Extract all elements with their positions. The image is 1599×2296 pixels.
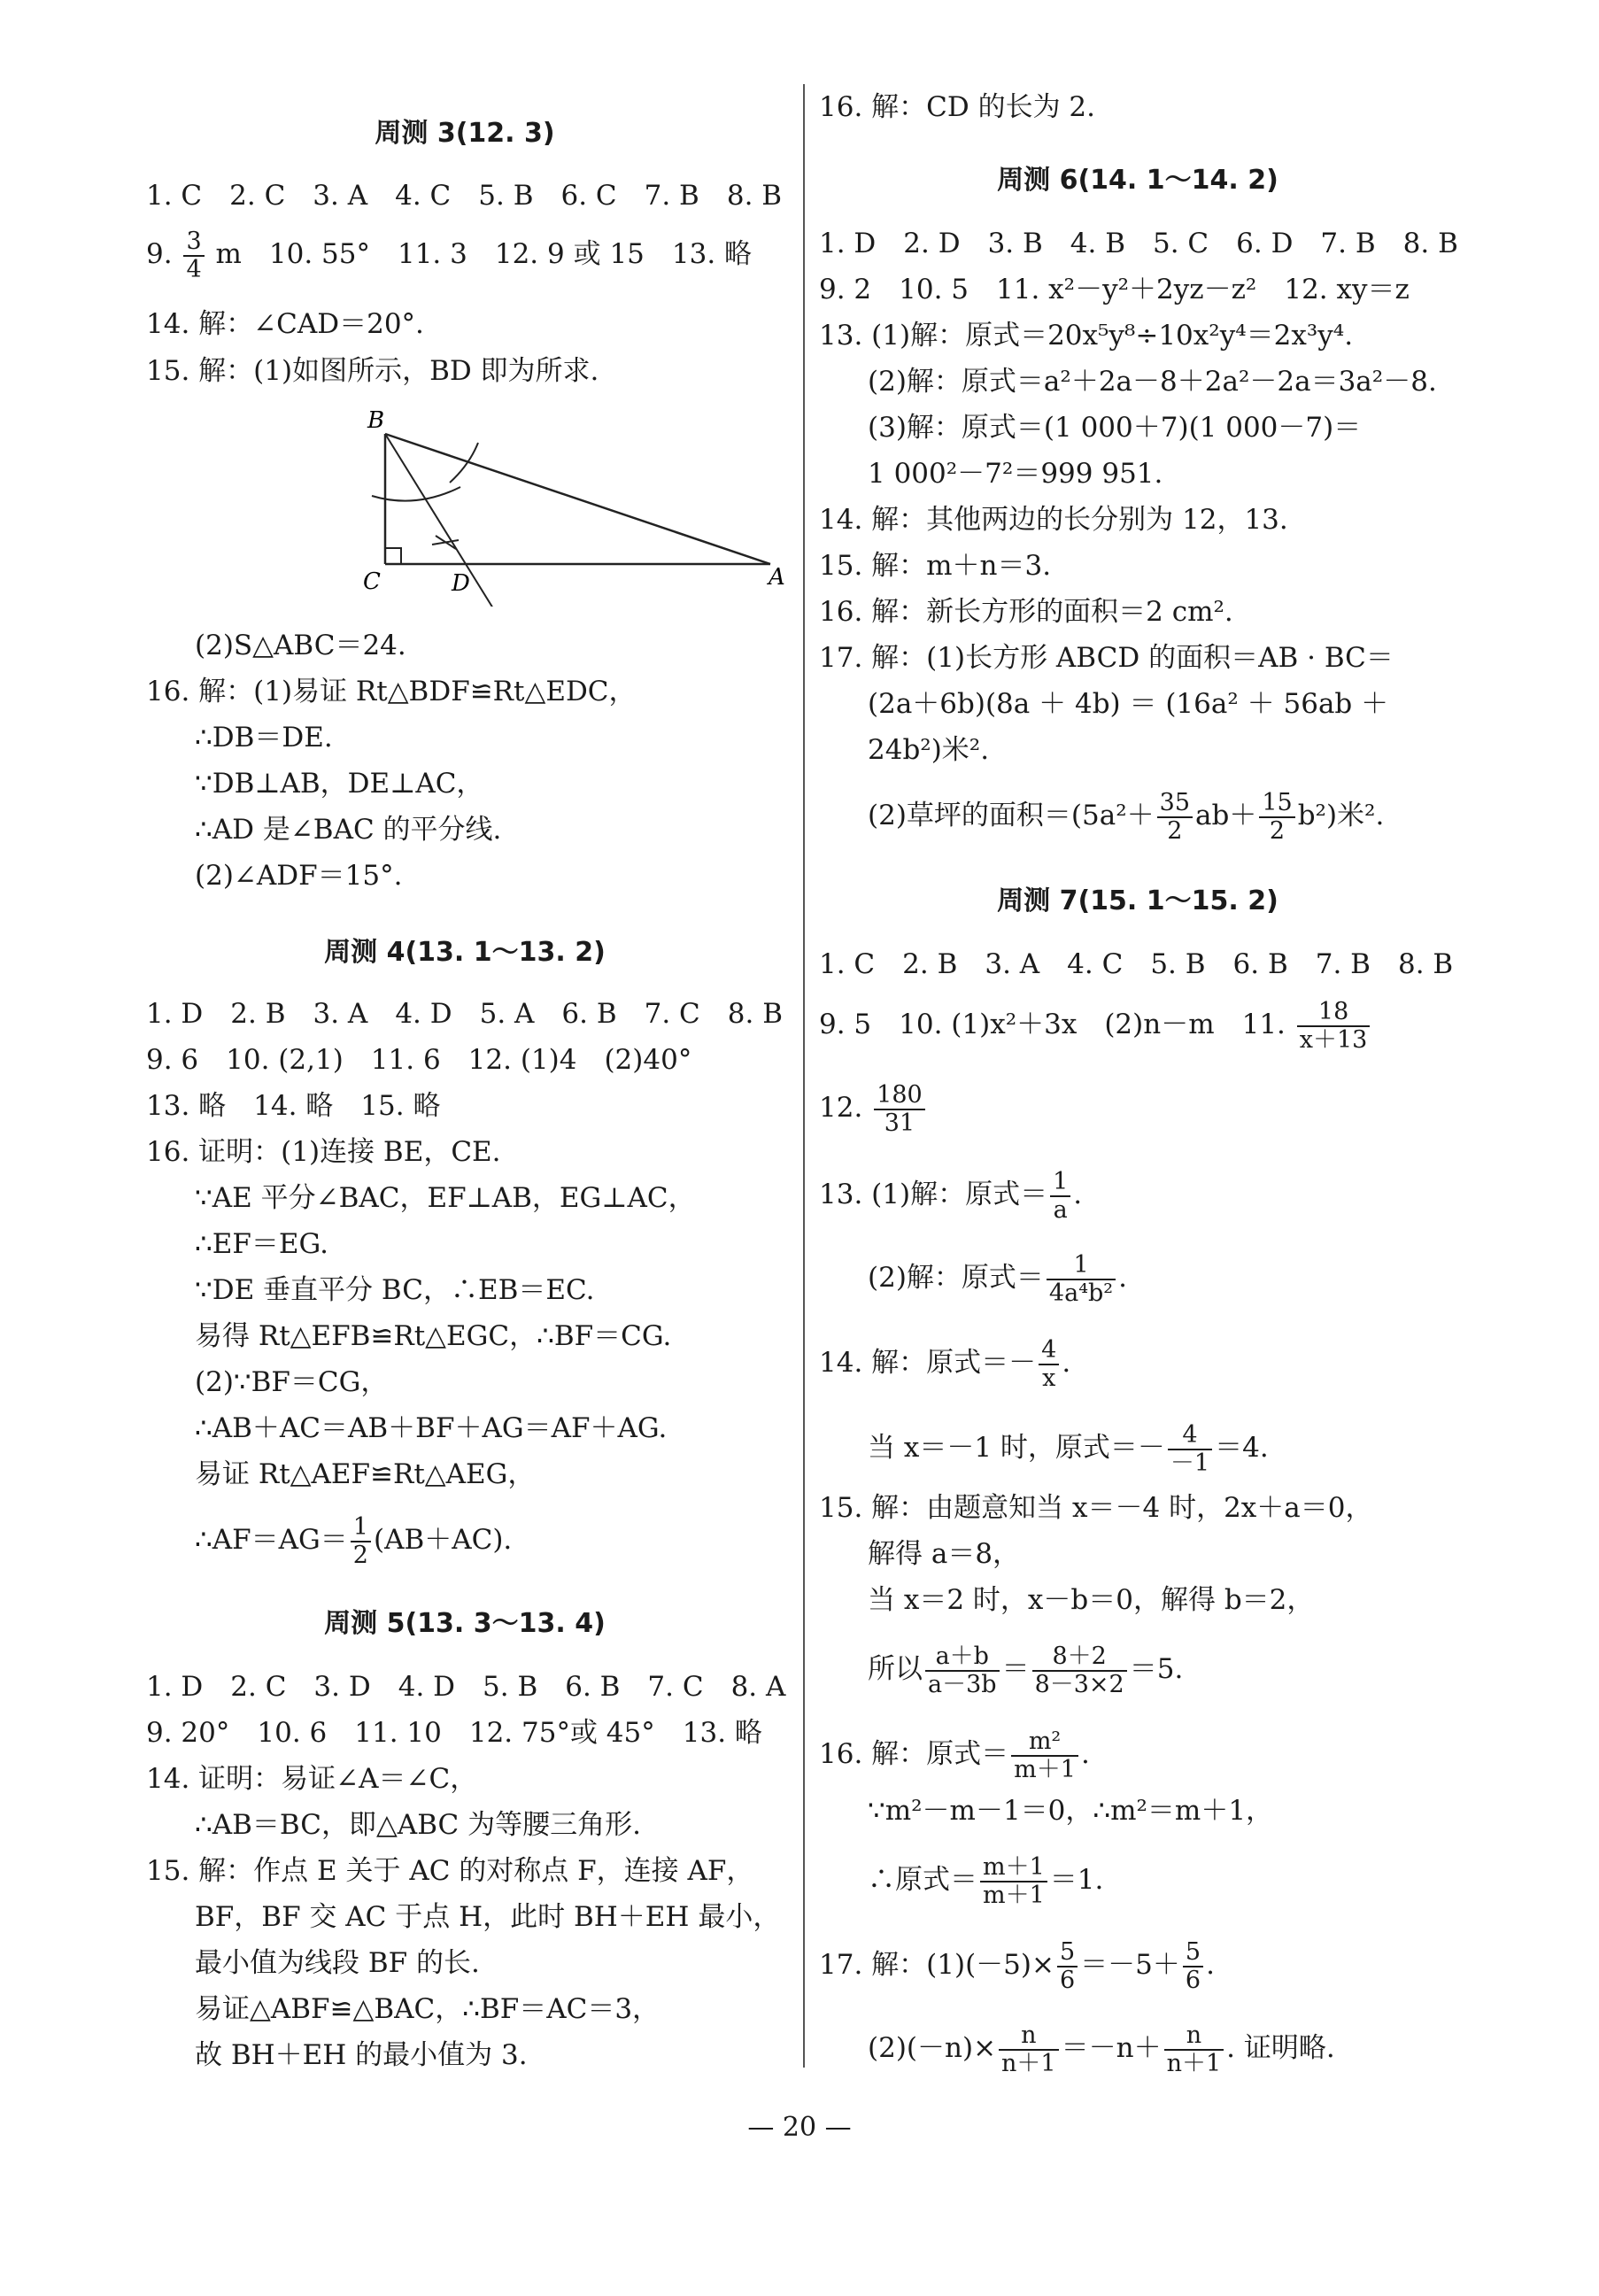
answer-q13: 13. (1)解：原式＝20x⁵y⁸÷10x²y⁴＝2x³y⁴.: [819, 320, 1354, 352]
answer-line: ∴DB＝DE.: [195, 722, 333, 754]
answer-q13: 13. (1)解：原式＝ $\frac{1}{a}$ .: [819, 1168, 1083, 1224]
label-c: C: [363, 568, 381, 595]
answer-line: 最小值为线段 BF 的长.: [195, 1947, 480, 1979]
answer-line: 易得 Rt△EFB≌Rt△EGC，∴BF＝CG.: [195, 1320, 672, 1352]
answer-row: 1. C 2. C 3. A 4. C 5. B 6. C 7. B 8. B: [146, 180, 783, 212]
answer-q14: 14. 解：∠CAD＝20°.: [146, 308, 424, 340]
answer-line: (2)(－n)× $\frac{n}{n+1}$ ＝－n＋ $\frac{n}{n+1}$ . 证明略.: [868, 2022, 1335, 2077]
answer-line: 当 x＝－1 时，原式＝－ $\frac{4}{-1}$ ＝4.: [868, 1421, 1269, 1477]
answer-q14: 14. 证明：易证∠A＝∠C，: [146, 1763, 478, 1795]
answer-line: (2)解：原式＝ $\frac{1}{\text{4a⁴b²}}$ .: [868, 1251, 1127, 1307]
answer-q15: 15. 解：m＋n＝3.: [819, 550, 1052, 582]
answer-q14: 14. 解：原式＝－ $\frac{4}{x}$ .: [819, 1336, 1071, 1392]
answer-line: 1 000²－7²＝999 951.: [868, 458, 1163, 490]
answer-line: ∵DB⊥AB，DE⊥AC，: [195, 768, 484, 800]
answer-line: ∴AF＝AG＝ $\frac{1}{2}$ (AB＋AC).: [195, 1513, 513, 1569]
answer-row: 9. 5 10. (1)x²＋3x (2)n－m 11. $\frac{18}{x+13}$: [819, 999, 1372, 1053]
answer-line: 当 x＝2 时，x－b＝0，解得 b＝2，: [868, 1584, 1315, 1616]
answer-q16: 16. 证明：(1)连接 BE，CE.: [146, 1136, 501, 1168]
section-title-week7: 周测 7(15. 1～15. 2): [997, 885, 1278, 916]
answer-line: ∴AD 是∠BAC 的平分线.: [195, 814, 502, 846]
answer-row: 1. D 2. B 3. A 4. D 5. A 6. B 7. C 8. B: [146, 998, 783, 1030]
answer-q16: 16. 解：CD 的长为 2.: [819, 91, 1096, 123]
answer-line: (2)草坪的面积＝(5a²＋ $\frac{35}{2}$ ab＋ $\frac{15}{2}$ b²)米².: [868, 789, 1385, 845]
label-d: D: [452, 570, 470, 597]
answer-line: (2)∠ADF＝15°.: [195, 860, 403, 892]
section-title-week4: 周测 4(13. 1～13. 2): [324, 937, 606, 968]
answer-row: 13. 略 14. 略 15. 略: [146, 1090, 441, 1122]
label-b: B: [367, 407, 385, 434]
answer-row: 1. D 2. C 3. D 4. D 5. B 6. B 7. C 8. A: [146, 1671, 786, 1703]
section-title-week6: 周测 6(14. 1～14. 2): [997, 165, 1278, 196]
column-divider: [803, 84, 805, 2068]
answer-line: ∴AB＝BC，即△ABC 为等腰三角形.: [195, 1809, 641, 1841]
answer-q17: 17. 解：(1)(－5)× $\frac{5}{6}$ ＝－5＋ $\frac{5}{6}$ .: [819, 1938, 1215, 1994]
answer-q16: 16. 解：(1)易证 Rt△BDF≌Rt△EDC，: [146, 676, 637, 707]
answer-q12: 12. $\frac{180}{31}$: [819, 1082, 928, 1136]
answer-q17: 17. 解：(1)长方形 ABCD 的面积＝AB · BC＝: [819, 642, 1394, 674]
answer-row: 9. $\frac{3}{4}$ m 10. 55° 11. 3 12. 9 或 15 13. 略: [146, 228, 753, 283]
answer-q15: 15. 解：由题意知当 x＝－4 时，2x＋a＝0，: [819, 1492, 1373, 1524]
answer-q16: 16. 解：原式＝ $\frac{\text{m²}}{m+1}$ .: [819, 1728, 1090, 1783]
answer-q14: 14. 解：其他两边的长分别为 12，13.: [819, 504, 1288, 536]
answer-line: ∴EF＝EG.: [195, 1228, 329, 1260]
answer-line: 易证△ABF≌△BAC，∴BF＝AC＝3，: [195, 1993, 660, 2025]
answer-line: (2)∵BF＝CG，: [195, 1366, 389, 1398]
answer-row: 1. D 2. D 3. B 4. B 5. C 6. D 7. B 8. B: [819, 228, 1458, 259]
answer-q15: 15. 解：作点 E 关于 AC 的对称点 F，连接 AF，: [146, 1855, 754, 1887]
answer-row: 9. 20° 10. 6 11. 10 12. 75°或 45° 13. 略: [146, 1717, 762, 1749]
answer-line: ∴AB＋AC＝AB＋BF＋AG＝AF＋AG.: [195, 1412, 668, 1444]
answer-line: (2)解：原式＝a²＋2a－8＋2a²－2a＝3a²－8.: [868, 366, 1437, 398]
answer-line: 24b²)米².: [868, 734, 990, 766]
page-number: — 20 —: [747, 2112, 852, 2143]
section-title-week3: 周测 3(12. 3): [375, 118, 555, 149]
answer-q16: 16. 解：新长方形的面积＝2 cm².: [819, 596, 1233, 628]
section-title-week5: 周测 5(13. 3～13. 4): [324, 1608, 606, 1639]
triangle-figure: [345, 403, 806, 607]
answer-line: ∴原式＝ $\frac{m+1}{m+1}$ ＝1.: [868, 1853, 1104, 1909]
answer-line: 故 BH＋EH 的最小值为 3.: [195, 2039, 528, 2071]
answer-line: ∵AE 平分∠BAC，EF⊥AB，EG⊥AC，: [195, 1182, 696, 1214]
answer-line: (2)S△ABC＝24.: [195, 630, 406, 661]
answer-line: 所以 $\frac{a+b}{a-3b}$ ＝ $\frac{8+2}{8-3\times 2}$ ＝5.: [868, 1643, 1184, 1698]
answer-line: (3)解：原式＝(1 000＋7)(1 000－7)＝: [868, 412, 1362, 444]
answer-row: 9. 2 10. 5 11. x²－y²＋2yz－z² 12. xy＝z: [819, 274, 1410, 305]
answer-q15: 15. 解：(1)如图所示，BD 即为所求.: [146, 355, 599, 387]
answer-line: (2a＋6b)(8a ＋ 4b) ＝ (16a² ＋ 56ab ＋: [868, 688, 1389, 720]
answer-row: 1. C 2. B 3. A 4. C 5. B 6. B 7. B 8. B: [819, 948, 1454, 980]
answer-line: BF，BF 交 AC 于点 H，此时 BH＋EH 最小，: [195, 1901, 781, 1933]
label-a: A: [769, 564, 785, 591]
answer-line: 易证 Rt△AEF≌Rt△AEG，: [195, 1458, 536, 1490]
answer-line: ∵DE 垂直平分 BC，∴EB＝EC.: [195, 1274, 595, 1306]
answer-row: 9. 6 10. (2,1) 11. 6 12. (1)4 (2)40°: [146, 1044, 692, 1076]
answer-line: ∵m²－m－1＝0，∴m²＝m＋1，: [868, 1795, 1274, 1827]
answer-line: 解得 a＝8，: [868, 1538, 1021, 1570]
